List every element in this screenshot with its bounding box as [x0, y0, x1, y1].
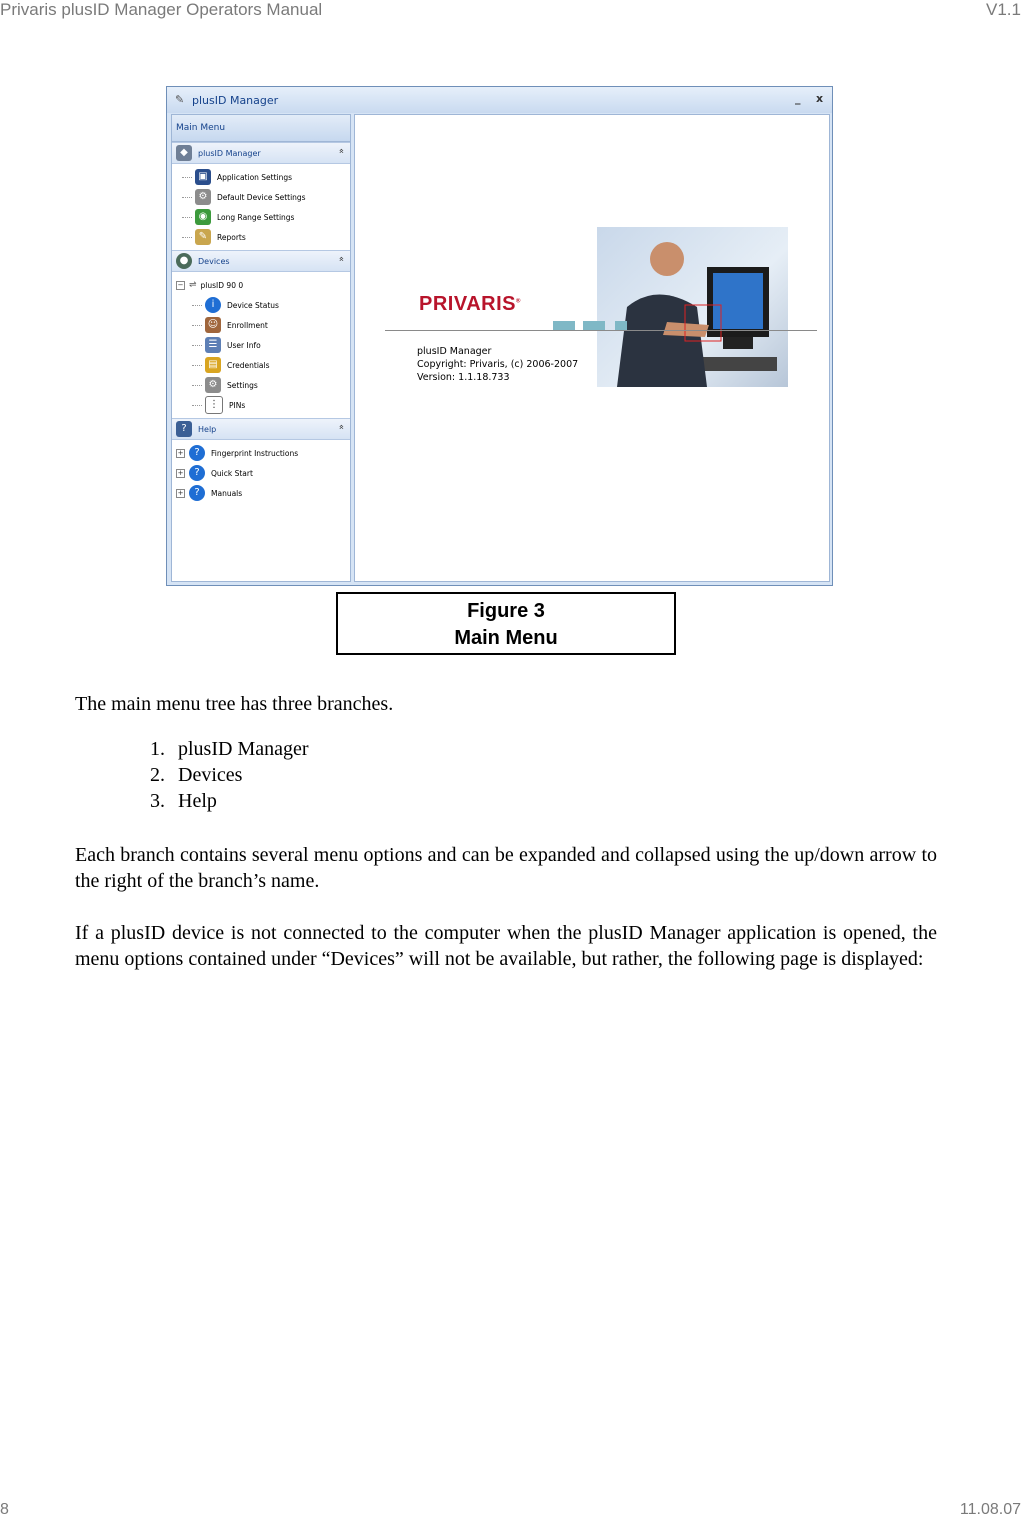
item-label: Fingerprint Instructions [211, 448, 299, 458]
body-paragraph-2: Each branch contains several menu options and can be expanded and collapsed using the up/down arrow to the right of the branch’s name. [75, 844, 937, 892]
antenna-icon: ◉ [195, 209, 211, 225]
item-label: Credentials [227, 360, 270, 370]
minimize-button[interactable]: _ [795, 92, 801, 105]
enroll-user-icon: ☺ [205, 317, 221, 333]
group-plusid-manager[interactable] [172, 142, 350, 164]
item-label: Manuals [211, 488, 243, 498]
menu-item-settings[interactable] [192, 375, 350, 395]
gear-icon: ⚙ [205, 377, 221, 393]
splash-version: Version: 1.1.18.733 [417, 372, 510, 383]
device-node[interactable] [176, 275, 350, 295]
item-label: PINs [229, 400, 246, 410]
question-icon: ? [189, 445, 205, 461]
menu-item-pins[interactable] [192, 395, 350, 415]
group-label: Devices [198, 256, 230, 266]
question-icon: ? [189, 465, 205, 481]
group-help[interactable] [172, 418, 350, 440]
accent-square [553, 321, 575, 330]
item-label: Default Device Settings [217, 192, 306, 202]
footer-date: 11.08.07 [959, 1501, 1021, 1518]
expand-box-icon[interactable]: + [177, 488, 184, 497]
user-card-icon: ☰ [205, 337, 221, 353]
item-label: User Info [227, 340, 261, 350]
item-label: Settings [227, 380, 258, 390]
operator-at-monitor-illustration [597, 227, 788, 387]
splash-info [417, 345, 578, 384]
gear-icon: ⚙ [195, 189, 211, 205]
help-icon: ? [176, 421, 192, 437]
collapse-chevron-icon[interactable]: » [337, 256, 348, 262]
close-button[interactable]: x [816, 92, 824, 105]
list-item: 2. Devices [150, 764, 243, 786]
body-paragraph-3: If a plusID device is not connected to the computer when the plusID Manager application is opened, the menu options contained under “Devices” will not be available, but rather, the following page is displayed: [75, 922, 937, 970]
group-devices[interactable] [172, 250, 350, 272]
menu-item-quick-start[interactable] [176, 463, 350, 483]
menu-item-user-info[interactable] [192, 335, 350, 355]
lock-icon: ▤ [205, 357, 221, 373]
monitor-icon: ▣ [195, 169, 211, 185]
group-label: plusID Manager [198, 148, 261, 158]
usb-icon: ⇌ [189, 280, 197, 290]
menu-item-credentials[interactable] [192, 355, 350, 375]
splash-divider [385, 330, 817, 331]
device-label: plusID 90 0 [200, 280, 244, 290]
collapse-chevron-icon[interactable]: » [337, 148, 348, 154]
main-menu-heading: Main Menu [172, 115, 350, 142]
accent-square [583, 321, 605, 330]
tree-help [172, 440, 350, 506]
splash-photo [597, 227, 788, 387]
window-titlebar [167, 87, 832, 113]
splash-panel [354, 114, 830, 582]
item-label: Application Settings [217, 172, 293, 182]
running-header-version: V1.1 [986, 0, 1021, 19]
shield-icon: ◆ [176, 145, 192, 161]
main-menu-sidebar [171, 114, 351, 582]
info-icon: i [205, 297, 221, 313]
page-number: 8 [0, 1501, 9, 1518]
body-intro: The main menu tree has three branches. [75, 693, 394, 715]
menu-item-device-status[interactable] [192, 295, 350, 315]
group-label: Help [198, 424, 217, 434]
app-window-screenshot [166, 86, 833, 586]
item-label: Long Range Settings [217, 212, 295, 222]
expand-box-icon[interactable]: + [177, 468, 184, 477]
splash-product: plusID Manager [417, 346, 492, 357]
item-label: Device Status [227, 300, 279, 310]
menu-item-manuals[interactable] [176, 483, 350, 503]
tree-plusid-manager [172, 164, 350, 250]
keypad-icon: ⋮ [205, 396, 223, 414]
running-header-title: Privaris plusID Manager Operators Manual [0, 0, 323, 19]
menu-item-application-settings[interactable] [182, 167, 350, 187]
menu-item-long-range-settings[interactable] [182, 207, 350, 227]
app-icon: ✎ [175, 93, 185, 106]
device-icon: ● [176, 253, 192, 269]
list-item: 1. plusID Manager [150, 738, 309, 760]
list-item: 3. Help [150, 790, 217, 812]
item-label: Enrollment [227, 320, 268, 330]
collapse-chevron-icon[interactable]: » [337, 424, 348, 430]
item-label: Quick Start [211, 468, 253, 478]
figure-number: Figure 3 [467, 600, 545, 622]
privaris-logo: PRIVARIS® [419, 293, 521, 315]
question-icon: ? [189, 485, 205, 501]
accent-square [615, 321, 627, 330]
tree-devices [172, 272, 350, 418]
menu-item-reports[interactable] [182, 227, 350, 247]
collapse-box-icon[interactable]: − [177, 280, 184, 289]
menu-item-fingerprint-instructions[interactable] [176, 443, 350, 463]
window-title: plusID Manager [192, 93, 279, 107]
figure-title: Main Menu [454, 627, 558, 649]
report-icon: ✎ [195, 229, 211, 245]
menu-item-enrollment[interactable] [192, 315, 350, 335]
menu-item-default-device-settings[interactable] [182, 187, 350, 207]
splash-copyright: Copyright: Privaris, (c) 2006-2007 [417, 359, 579, 370]
figure-caption [336, 592, 676, 655]
item-label: Reports [217, 232, 246, 242]
expand-box-icon[interactable]: + [177, 448, 184, 457]
